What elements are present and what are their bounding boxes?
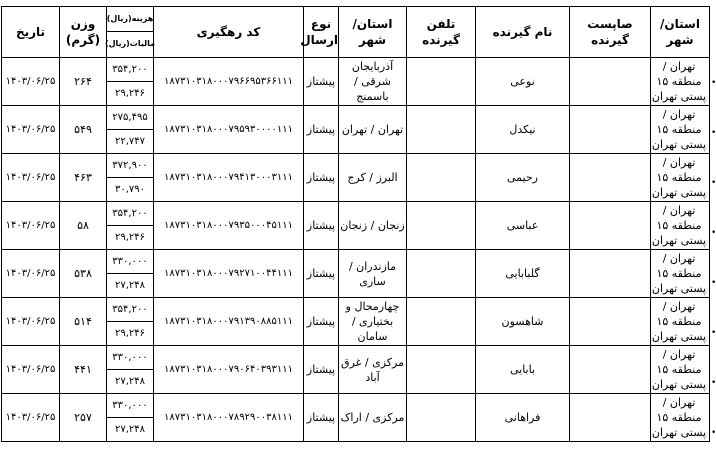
recipient-phone-cell — [407, 250, 476, 298]
province-city-cell: مرکزی / غرق آباد — [339, 346, 407, 394]
province-city-cell: البرز / کرج — [339, 154, 407, 202]
date-cell: ۱۴۰۳/۰۶/۲۵ — [2, 346, 60, 394]
shipments-table — [1, 6, 710, 442]
date-cell: ۱۴۰۳/۰۶/۲۵ — [2, 202, 60, 250]
weight-cell: ۵۳۸ — [60, 250, 107, 298]
province-city-cell: تهران / تهران — [339, 106, 407, 154]
row-bullet: • — [711, 228, 716, 238]
recipient-name-cell: رحیمی — [476, 154, 570, 202]
recipient-postcode-cell — [570, 106, 651, 154]
cost-tax-cell — [107, 106, 154, 154]
recipient-postcode-cell — [570, 250, 651, 298]
cost-value: ۲۷۵,۴۹۵ — [107, 107, 153, 130]
tracking-code-cell: ۱۸۷۳۱۰۳۱۸۰۰۰۷۹۰۶۴۰۳۹۳۱۱۱ — [154, 346, 304, 394]
date-cell: ۱۴۰۳/۰۶/۲۵ — [2, 298, 60, 346]
header-date: تاریخ — [2, 7, 60, 58]
sender-province-cell: تهران / منطقه ۱۵ پستی تهران — [651, 58, 710, 106]
cost-value: ۳۵۴,۲۰۰ — [107, 59, 153, 82]
cost-tax-cell — [107, 154, 154, 202]
weight-cell: ۲۶۴ — [60, 58, 107, 106]
province-city-cell: مرکزی / اراک — [339, 394, 407, 442]
cost-value: ۳۵۴,۲۰۰ — [107, 203, 153, 226]
tax-value: ۲۲,۷۴۷ — [114, 135, 146, 147]
table-row — [2, 58, 710, 106]
row-bullet: • — [711, 428, 716, 438]
weight-cell: ۵۱۴ — [60, 298, 107, 346]
recipient-postcode-cell — [570, 346, 651, 394]
header-tracking: کد رهگیری — [154, 7, 304, 58]
cost-tax-cell — [107, 346, 154, 394]
weight-cell: ۲۵۷ — [60, 394, 107, 442]
cost-tax-cell — [107, 394, 154, 442]
send-type-cell: پیشتاز — [304, 250, 339, 298]
recipient-name-cell: نیکدل — [476, 106, 570, 154]
header-send-type: نوع ارسال — [304, 7, 339, 58]
tracking-code-cell: ۱۸۷۳۱۰۳۱۸۰۰۰۷۹۳۵۰۰۰۴۵۱۱۱ — [154, 202, 304, 250]
cost-tax-cell — [107, 202, 154, 250]
sender-province-cell: تهران / منطقه ۱۵ پستی تهران — [651, 106, 710, 154]
recipient-postcode-cell — [570, 298, 651, 346]
weight-cell: ۴۴۱ — [60, 346, 107, 394]
cost-tax-cell — [107, 250, 154, 298]
tracking-code-cell: ۱۸۷۳۱۰۳۱۸۰۰۰۷۹۵۹۳۰۰۰۰۱۱۱ — [154, 106, 304, 154]
sender-province-cell: تهران / منطقه ۱۵ پستی تهران — [651, 346, 710, 394]
cost-tax-cell — [107, 298, 154, 346]
send-type-cell: پیشتاز — [304, 58, 339, 106]
province-city-cell: آذربایجان شرقی / باسمنج — [339, 58, 407, 106]
header-tax: مالیات(ریال) — [104, 39, 156, 48]
row-bullet: • — [711, 378, 716, 388]
recipient-postcode-cell — [570, 154, 651, 202]
weight-cell: ۵۸ — [60, 202, 107, 250]
date-cell: ۱۴۰۳/۰۶/۲۵ — [2, 154, 60, 202]
recipient-name-cell: گلبابایی — [476, 250, 570, 298]
tax-value: ۳۰,۷۹۰ — [114, 183, 146, 195]
table-row — [2, 154, 710, 202]
cost-value: ۳۷۲,۹۰۰ — [107, 155, 153, 178]
recipient-phone-cell — [407, 298, 476, 346]
recipient-name-cell: نوعی — [476, 58, 570, 106]
send-type-cell: پیشتاز — [304, 394, 339, 442]
table-row — [2, 106, 710, 154]
header-recipient-name: نام گیرنده — [476, 7, 570, 58]
recipient-postcode-cell — [570, 202, 651, 250]
tracking-code-cell: ۱۸۷۳۱۰۳۱۸۰۰۰۷۹۲۷۱۰۰۴۴۱۱۱ — [154, 250, 304, 298]
date-cell: ۱۴۰۳/۰۶/۲۵ — [2, 394, 60, 442]
row-bullet: • — [711, 278, 716, 288]
recipient-phone-cell — [407, 394, 476, 442]
tax-value: ۲۷,۲۴۸ — [114, 423, 146, 435]
sender-province-cell: تهران / منطقه ۱۵ پستی تهران — [651, 250, 710, 298]
recipient-phone-cell — [407, 346, 476, 394]
recipient-phone-cell — [407, 58, 476, 106]
table-row — [2, 394, 710, 442]
header-province-city: استان/ شهر — [339, 7, 407, 58]
province-city-cell: زنجان / زنجان — [339, 202, 407, 250]
send-type-cell: پیشتاز — [304, 202, 339, 250]
sender-province-cell: تهران / منطقه ۱۵ پستی تهران — [651, 394, 710, 442]
tax-value: ۲۷,۲۴۸ — [114, 279, 146, 291]
table-row — [2, 298, 710, 346]
send-type-cell: پیشتاز — [304, 106, 339, 154]
recipient-phone-cell — [407, 106, 476, 154]
weight-cell: ۴۶۳ — [60, 154, 107, 202]
row-bullet: • — [711, 328, 716, 338]
recipient-postcode-cell — [570, 394, 651, 442]
cost-value: ۳۳۰,۰۰۰ — [107, 347, 153, 370]
row-bullet: • — [711, 78, 716, 88]
tracking-code-cell: ۱۸۷۳۱۰۳۱۸۰۰۰۷۹۴۱۳۰۰۰۳۱۱۱ — [154, 154, 304, 202]
header-recipient-phone: تلفن گیرنده — [407, 7, 476, 58]
row-markers — [711, 6, 715, 458]
header-cost: هزینه(ریال) — [107, 8, 153, 32]
cost-value: ۳۵۴,۲۰۰ — [107, 299, 153, 322]
tax-value: ۲۹,۲۴۶ — [114, 327, 146, 339]
province-city-cell: چهارمحال و بختیاری / سامان — [339, 298, 407, 346]
tax-value: ۲۹,۲۴۶ — [114, 231, 146, 243]
recipient-phone-cell — [407, 202, 476, 250]
tracking-code-cell: ۱۸۷۳۱۰۳۱۸۰۰۰۷۹۱۳۹۰۸۸۵۱۱۱ — [154, 298, 304, 346]
cost-value: ۳۳۰,۰۰۰ — [107, 251, 153, 274]
row-bullet: • — [711, 178, 716, 188]
sender-province-cell: تهران / منطقه ۱۵ پستی تهران — [651, 298, 710, 346]
date-cell: ۱۴۰۳/۰۶/۲۵ — [2, 58, 60, 106]
header-cost-tax — [104, 7, 156, 58]
province-city-cell: مازندران / ساری — [339, 250, 407, 298]
tracking-code-cell: ۱۸۷۳۱۰۳۱۸۰۰۰۷۹۶۶۹۵۳۶۶۱۱۱ — [154, 58, 304, 106]
sender-province-cell: تهران / منطقه ۱۵ پستی تهران — [651, 154, 710, 202]
header-sender-province: استان/ شهر — [651, 7, 710, 58]
date-cell: ۱۴۰۳/۰۶/۲۵ — [2, 106, 60, 154]
recipient-name-cell: فراهانی — [476, 394, 570, 442]
recipient-name-cell: بابایی — [476, 346, 570, 394]
header-weight: وزن (گرم) — [60, 7, 107, 58]
send-type-cell: پیشتاز — [304, 154, 339, 202]
header-sender-postcode: صاپست گیرنده — [570, 7, 651, 58]
date-cell: ۱۴۰۳/۰۶/۲۵ — [2, 250, 60, 298]
recipient-name-cell: عباسی — [476, 202, 570, 250]
weight-cell: ۵۴۹ — [60, 106, 107, 154]
send-type-cell: پیشتاز — [304, 346, 339, 394]
table-row — [2, 202, 710, 250]
recipient-postcode-cell — [570, 58, 651, 106]
sender-province-cell: تهران / منطقه ۱۵ پستی تهران — [651, 202, 710, 250]
table-row — [2, 346, 710, 394]
header-row — [2, 7, 710, 58]
send-type-cell: پیشتاز — [304, 298, 339, 346]
recipient-name-cell: شاهسون — [476, 298, 570, 346]
cost-tax-cell — [107, 58, 154, 106]
row-bullet: • — [711, 128, 716, 138]
table-row — [2, 250, 710, 298]
cost-value: ۳۳۰,۰۰۰ — [107, 395, 153, 418]
tracking-code-cell: ۱۸۷۳۱۰۳۱۸۰۰۰۷۸۹۲۹۰۰۳۸۱۱۱ — [154, 394, 304, 442]
tax-value: ۲۹,۲۴۶ — [114, 87, 146, 99]
recipient-phone-cell — [407, 154, 476, 202]
tax-value: ۲۷,۲۴۸ — [114, 375, 146, 387]
